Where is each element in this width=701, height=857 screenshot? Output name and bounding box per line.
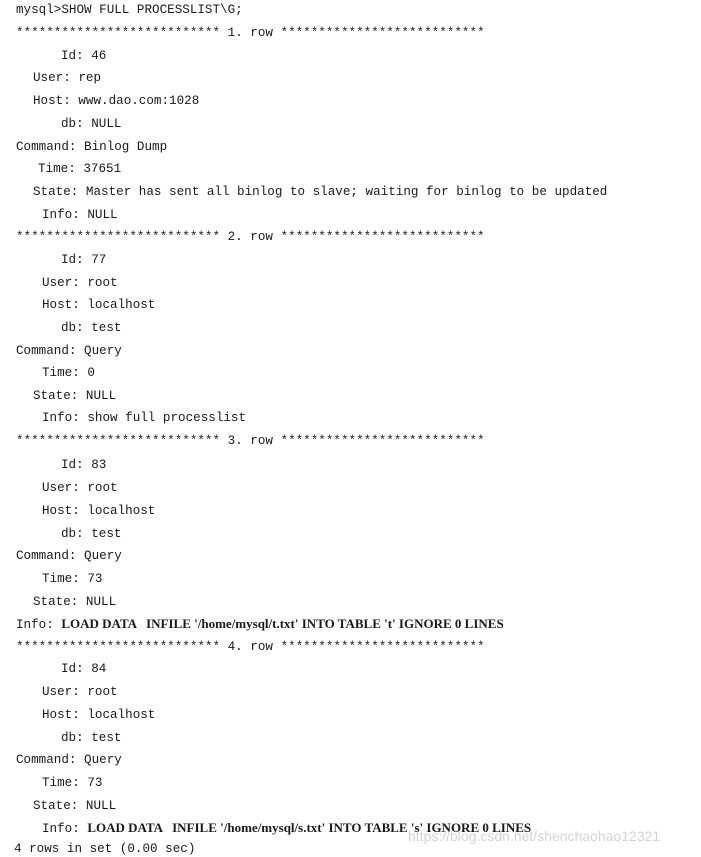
field-state: State: NULL	[33, 595, 117, 609]
field-info: Info: show full processlist	[42, 411, 247, 425]
sql-prompt: mysql>SHOW FULL PROCESSLIST\G;	[16, 3, 243, 17]
field-host: Host: localhost	[42, 708, 156, 722]
field-time: Time: 0	[42, 366, 95, 380]
field-id: Id: 83	[61, 458, 107, 472]
watermark: https://blog.csdn.net/shenchaohao12321	[408, 828, 661, 844]
field-db: db: NULL	[61, 117, 122, 131]
field-info	[16, 616, 504, 632]
field-info-value: LOAD DATA INFILE '/home/mysql/s.txt' INTO TABLE 's' IGNORE 0 LINES	[87, 820, 532, 835]
field-host: Host: localhost	[42, 298, 156, 312]
field-host: Host: www.dao.com:1028	[33, 94, 200, 108]
row-separator: *************************** 3. row ***************************	[16, 434, 485, 448]
field-info-value: LOAD DATA INFILE '/home/mysql/t.txt' INTO TABLE 't' IGNORE 0 LINES	[61, 616, 504, 631]
field-id: Id: 77	[61, 253, 107, 267]
result-footer: 4 rows in set (0.00 sec)	[14, 842, 196, 856]
row-separator: *************************** 4. row ***************************	[16, 640, 485, 654]
field-db: db: test	[61, 321, 122, 335]
field-command: Command: Query	[16, 344, 122, 358]
field-time: Time: 37651	[38, 162, 122, 176]
field-state: State: Master has sent all binlog to slave; waiting for binlog to be updated	[33, 185, 608, 199]
field-command: Command: Query	[16, 753, 122, 767]
field-command: Command: Binlog Dump	[16, 140, 168, 154]
field-db: db: test	[61, 527, 122, 541]
field-id: Id: 84	[61, 662, 107, 676]
field-id: Id: 46	[61, 49, 107, 63]
field-command: Command: Query	[16, 549, 122, 563]
field-info-label: Info:	[42, 822, 88, 836]
field-user: User: rep	[33, 71, 102, 85]
field-user: User: root	[42, 685, 118, 699]
field-state: State: NULL	[33, 389, 117, 403]
row-separator: *************************** 1. row ***************************	[16, 26, 485, 40]
field-db: db: test	[61, 731, 122, 745]
field-info: Info: NULL	[42, 208, 118, 222]
field-user: User: root	[42, 481, 118, 495]
field-state: State: NULL	[33, 799, 117, 813]
row-separator: *************************** 2. row ***************************	[16, 230, 485, 244]
field-time: Time: 73	[42, 572, 103, 586]
field-host: Host: localhost	[42, 504, 156, 518]
field-info-label: Info:	[16, 618, 62, 632]
field-time: Time: 73	[42, 776, 103, 790]
field-user: User: root	[42, 276, 118, 290]
